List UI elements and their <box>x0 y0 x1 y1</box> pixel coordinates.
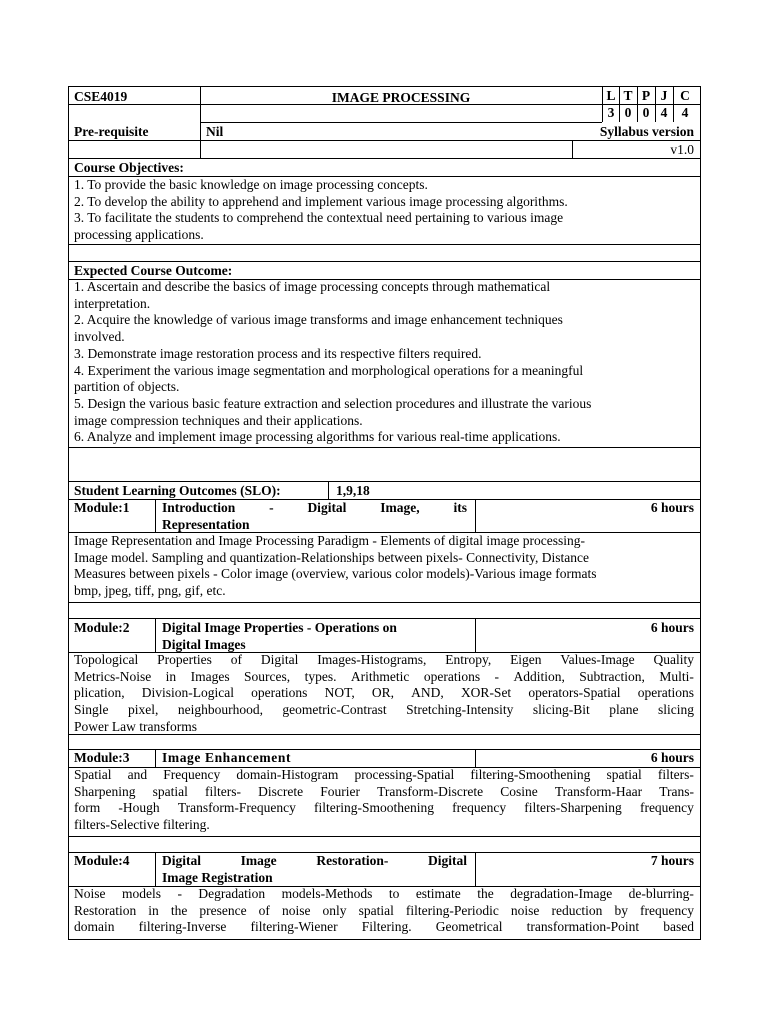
module-1-hours: 6 hours <box>650 500 694 515</box>
ltpjc-label-j: J <box>660 88 668 103</box>
outcome-item: 3. Demonstrate image restoration process and its respective filters required. <box>74 345 482 361</box>
module-1-label: Module:1 <box>74 500 130 515</box>
module-3-label: Module:3 <box>74 750 130 765</box>
outcome-item: 2. Acquire the knowledge of various image transforms and image enhancement techniques <box>74 312 563 328</box>
outcome-item: interpretation. <box>74 295 151 311</box>
course-title: IMAGE PROCESSING <box>331 90 471 105</box>
module-2-content: Topological Properties of Digital Images-Histograms, Entropy, Eigen Values-Image Quality Metrics-Noise in Images Sources, types. Arithmetic operations - Addition, Subtraction, Multi- plication, Division-Logical operations NOT, OR, AND, XOR-Set operators-Spatial operations Single pixel, neighbourhood, geometric-Contrast Stretching-Intensity slicing-Bit plane slicing Power Law transforms <box>74 652 694 734</box>
outcomes-list <box>74 279 694 446</box>
ltpjc-label-p: P <box>641 88 651 103</box>
module-3-hours: 6 hours <box>650 750 694 765</box>
syllabus-version-label: Syllabus version <box>599 124 694 139</box>
module-4-content: Noise models - Degradation models-Methods to estimate the degradation-Image de-blurring- Restoration in the presence of noise only spatial filtering-Periodic noise reduction by frequency domain filtering-Inverse filtering-Wiener Filtering. Geometrical transformation-Point based <box>74 886 694 935</box>
ltpjc-label-l: L <box>606 88 616 103</box>
course-code: CSE4019 <box>74 89 128 104</box>
objectives-heading: Course Objectives: <box>74 160 184 175</box>
ltpjc-value-j: 4 <box>660 105 668 120</box>
module-4-hours: 7 hours <box>650 853 694 868</box>
outcome-item: 4. Experiment the various image segmentation and morphological operations for a meaningful <box>74 362 584 378</box>
ltpjc-label-c: C <box>680 88 690 103</box>
module-3-content: Spatial and Frequency domain-Histogram processing-Spatial filtering-Smoothening spatial filters- Sharpening spatial filters- Discrete Fourier Transform-Discrete Cosine Transform-Haar Trans- form -Hough Transform-Frequency filtering-Smoothening frequency filters-Sharpening frequency filters-Selective filtering. <box>74 767 694 833</box>
module-2-title: Digital Image Properties - Operations on Digital Images <box>162 620 397 652</box>
ltpjc-value-t: 0 <box>624 105 632 120</box>
module-1-title: Introduction - Digital Image, its Representation <box>162 500 467 532</box>
module-1-content: Image Representation and Image Processing Paradigm - Elements of digital image processing- Image model. Sampling and quantization-Relationships between pixels- Connectivity, Distance Measures between pixels - Color image (overview, various color models)-Various image formats bmp, jpeg, tiff, png, gif, etc. <box>74 533 597 599</box>
syllabus-version-value: v1.0 <box>670 142 694 157</box>
objective-item: 2. To develop the ability to apprehend and implement various image processing algorithms. <box>74 193 568 209</box>
prerequisite-value: Nil <box>206 124 224 139</box>
objectives-list <box>74 177 694 244</box>
objective-item: 1. To provide the basic knowledge on image processing concepts. <box>74 177 428 192</box>
ltpjc-value-p: 0 <box>642 105 650 120</box>
outcome-item: 5. Design the various basic feature extraction and selection procedures and illustrate the various <box>74 395 592 411</box>
outcome-item: 1. Ascertain and describe the basics of image processing concepts through mathematical <box>74 279 551 294</box>
ltpjc-label-t: T <box>623 88 633 103</box>
objective-item: processing applications. <box>74 227 204 243</box>
module-2-label: Module:2 <box>74 620 130 635</box>
objective-item: 3. To facilitate the students to comprehend the contextual need pertaining to various image <box>74 210 564 226</box>
slo-label: Student Learning Outcomes (SLO): <box>74 483 281 498</box>
module-3-title: Image Enhancement <box>162 750 292 765</box>
outcomes-heading: Expected Course Outcome: <box>74 263 233 278</box>
outcome-item: involved. <box>74 329 125 345</box>
outcome-item: partition of objects. <box>74 379 180 395</box>
outcome-item: 6. Analyze and implement image processing algorithms for various real-time applications. <box>74 429 561 445</box>
module-4-label: Module:4 <box>74 853 130 868</box>
module-2-hours: 6 hours <box>650 620 694 635</box>
ltpjc-value-c: 4 <box>681 105 689 120</box>
module-4-title: Digital Image Restoration- Digital Image Registration <box>162 853 467 885</box>
prerequisite-label: Pre-requisite <box>74 124 149 139</box>
slo-value: 1,9,18 <box>336 483 370 498</box>
outcome-item: image compression techniques and their applications. <box>74 412 363 428</box>
ltpjc-value-l: 3 <box>607 105 615 120</box>
